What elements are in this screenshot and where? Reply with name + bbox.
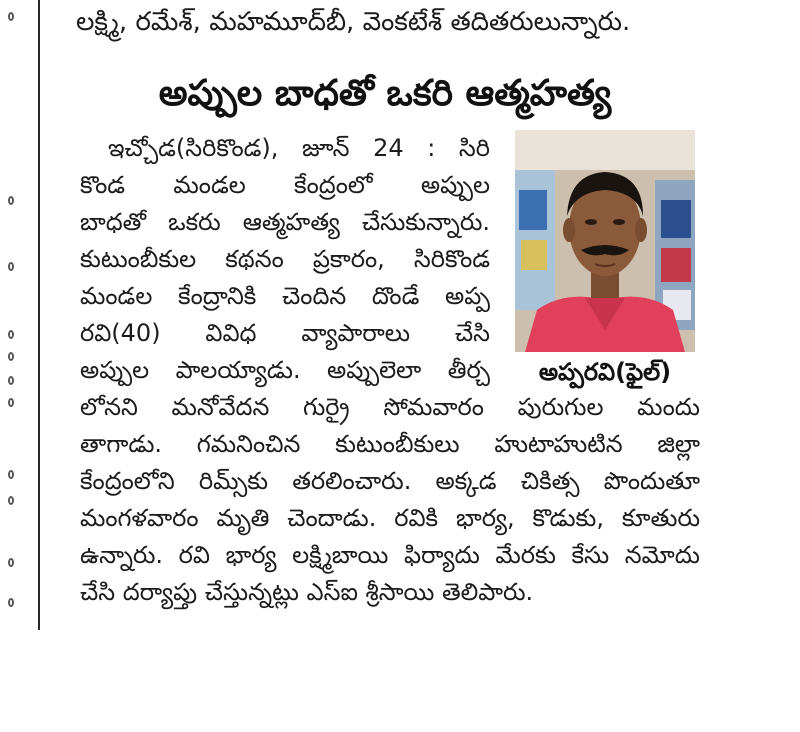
column-divider — [38, 0, 40, 630]
body-line: ఇచ్చోడ(సిరికొండ), జూన్ 24 : సిరి — [108, 134, 490, 162]
article-headline: అప్పుల బాధతో ఒకరి ఆత్మహత్య — [158, 73, 612, 114]
body-line: కొండ మండల కేంద్రంలో అప్పుల — [80, 171, 490, 199]
body-line: అప్పుల పాలయ్యాడు. అప్పులెలా తీర్చ — [80, 356, 490, 384]
body-line: మంగళవారం మృతి చెందాడు. రవికి భార్య, కొడుకు, కూతురు — [80, 504, 700, 532]
body-line: కేంద్రంలోని రిమ్స్‌కు తరలించారు. అక్కడ చికిత్స పొందుతూ — [80, 467, 700, 495]
body-line: లోనని మనోవేదన గుర్రై సోమవారం పురుగుల మందు — [80, 393, 700, 421]
left-column-edge — [0, 0, 36, 732]
photo-caption: అప్పరవి(ఫైల్) — [538, 358, 672, 386]
body-line: తాగాడు. గమనించిన కుటుంబీకులు హుటాహుటిన జిల్లా — [80, 430, 700, 458]
body-line: బాధతో ఒకరు ఆత్మహత్య చేసుకున్నారు. — [80, 208, 490, 236]
previous-article-tail — [76, 2, 716, 42]
body-line: కుటుంబీకుల కథనం ప్రకారం, సిరికొండ — [80, 245, 490, 273]
previous-article-last-line: లక్ష్మి, రమేశ్, మహమూద్‌బీ, వెంకటేశ్ తదితరులున్నారు. — [76, 7, 631, 37]
article-body — [80, 130, 700, 611]
body-line: మండల కేంద్రానికి చెందిన దొండే అప్ప — [80, 282, 490, 310]
body-line: ఉన్నారు. రవి భార్య లక్ష్మిబాయి ఫిర్యాదు మేరకు కేసు నమోదు — [80, 541, 700, 569]
body-line: రవి(40) వివిధ వ్యాపారాలు చేసి — [80, 319, 490, 347]
previous-article-cut-line — [76, 0, 676, 4]
body-line: చేసి దర్యాప్తు చేస్తున్నట్లు ఎస్ఐ శ్రీసాయి తెలిపారు. — [80, 578, 534, 606]
